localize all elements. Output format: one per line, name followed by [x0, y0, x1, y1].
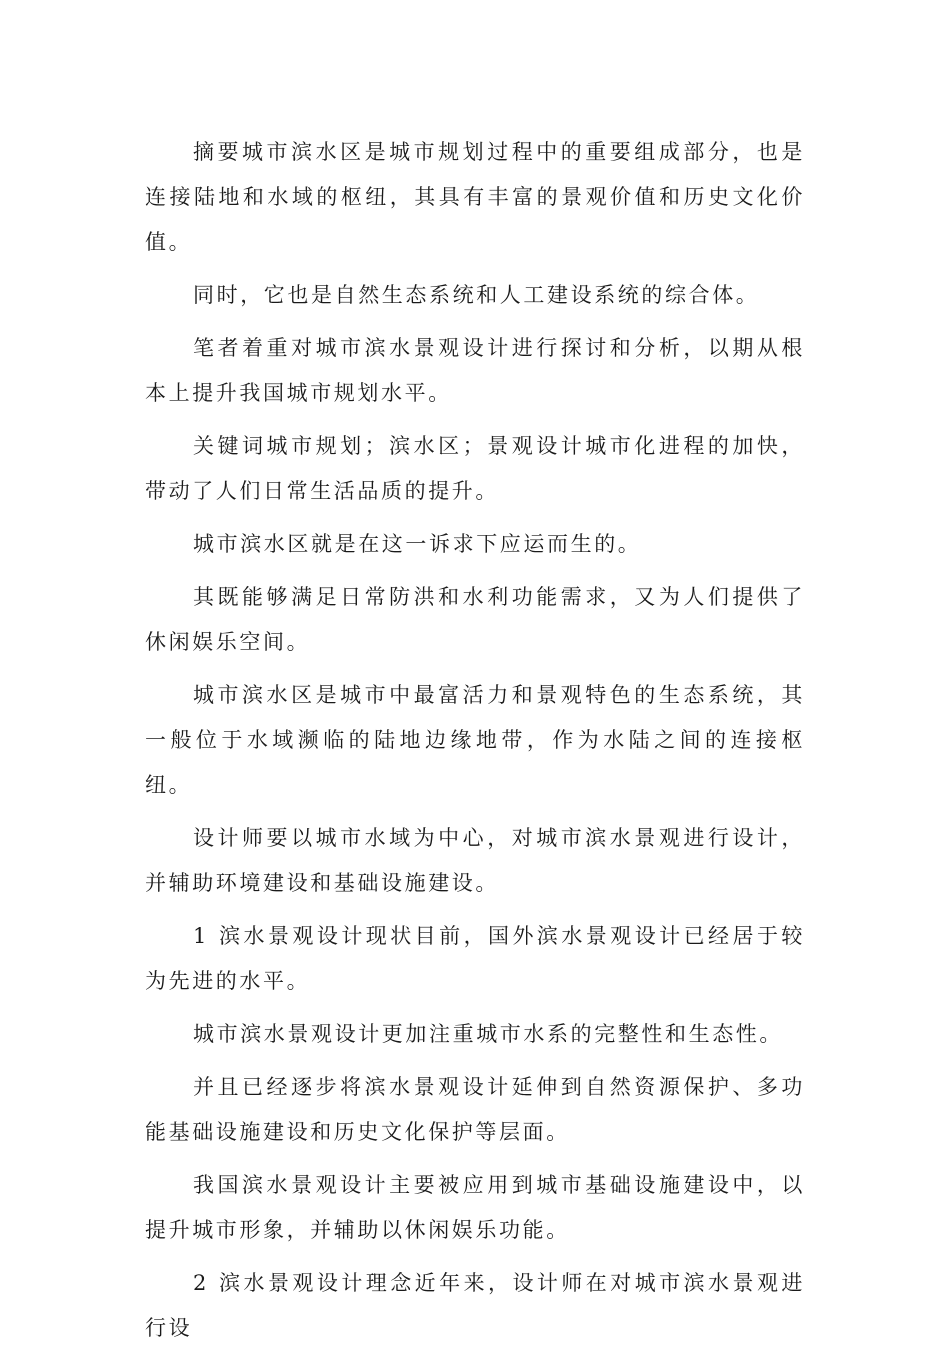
- paragraph: 同时，它也是自然生态系统和人工建设系统的综合体。: [193, 283, 760, 307]
- paragraph-abstract: 摘要城市滨水区是城市规划过程中的重要组成部分，也是连接陆地和水域的枢纽，其具有丰富的景观价值和历史文化价值。: [145, 140, 805, 254]
- paragraph: 设计师要以城市水域为中心，对城市滨水景观进行设计，并辅助环境建设和基础设施建设。: [145, 826, 805, 895]
- document-page: [145, 130, 805, 1359]
- paragraph: 城市滨水景观设计更加注重城市水系的完整性和生态性。: [193, 1022, 783, 1046]
- paragraph-section-1: 1 滨水景观设计现状目前，国外滨水景观设计已经居于较为先进的水平。: [145, 924, 805, 993]
- paragraph-keywords: 关键词城市规划；滨水区；景观设计城市化进程的加快，带动了人们日常生活品质的提升。: [145, 434, 805, 503]
- paragraph-section-2: 2 滨水景观设计理念近年来，设计师在对城市滨水景观进行设: [145, 1271, 805, 1340]
- paragraph: 城市滨水区是城市中最富活力和景观特色的生态系统，其一般位于水域濒临的陆地边缘地带，作为水陆之间的连接枢纽。: [145, 683, 805, 797]
- paragraph: 城市滨水区就是在这一诉求下应运而生的。: [193, 532, 642, 556]
- paragraph: 笔者着重对城市滨水景观设计进行探讨和分析，以期从根本上提升我国城市规划水平。: [145, 336, 805, 405]
- paragraph: 其既能够满足日常防洪和水利功能需求，又为人们提供了休闲娱乐空间。: [145, 585, 805, 654]
- paragraph: 并且已经逐步将滨水景观设计延伸到自然资源保护、多功能基础设施建设和历史文化保护等层面。: [145, 1075, 805, 1144]
- paragraph: 我国滨水景观设计主要被应用到城市基础设施建设中，以提升城市形象，并辅助以休闲娱乐功能。: [145, 1173, 805, 1242]
